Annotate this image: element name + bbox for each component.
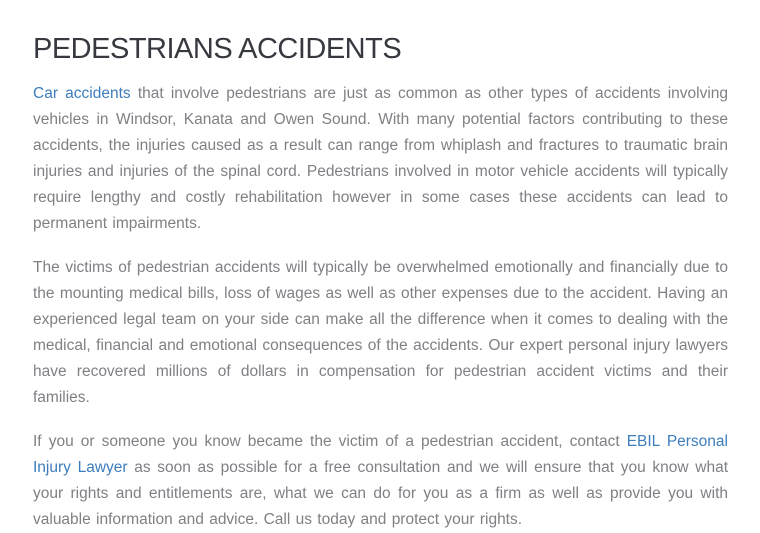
paragraph-text: If you or someone you know became the victim of a pedestrian accident, contact	[33, 432, 627, 450]
paragraph-1	[33, 81, 728, 237]
paragraph-text: as soon as possible for a free consultation and we will ensure that you know what your rights and entitlements are, what we can do for you as a firm as well as provide you with valuable information and advice. Call us today and protect your rights.	[33, 458, 728, 528]
car-accidents-link[interactable]: Car accidents	[33, 84, 131, 102]
page-title: PEDESTRIANS ACCIDENTS	[33, 33, 402, 65]
paragraph-text: The victims of pedestrian accidents will typically be overwhelmed emotionally and financially due to the mounting medical bills, loss of wages as well as other expenses due to the accident. Having an experienced legal team on your side can make all the difference when it comes to dealing with the medical, financial and emotional consequences of the accidents. Our expert personal injury lawyers have recovered millions of dollars in compensation for pedestrian accident victims and their families.	[33, 258, 728, 406]
article-body	[33, 81, 728, 533]
paragraph-text: that involve pedestrians are just as common as other types of accidents involving vehicles in Windsor, Kanata and Owen Sound. With many potential factors contributing to these accidents, the injuries caused as a result can range from whiplash and fractures to traumatic brain injuries and injuries of the spinal cord. Pedestrians involved in motor vehicle accidents will typically require lengthy and costly rehabilitation however in some cases these accidents can lead to permanent impairments.	[33, 84, 728, 232]
paragraph-2	[33, 255, 728, 411]
ebil-personal-injury-lawyer-link[interactable]: EBIL Personal Injury Lawyer	[33, 432, 728, 476]
